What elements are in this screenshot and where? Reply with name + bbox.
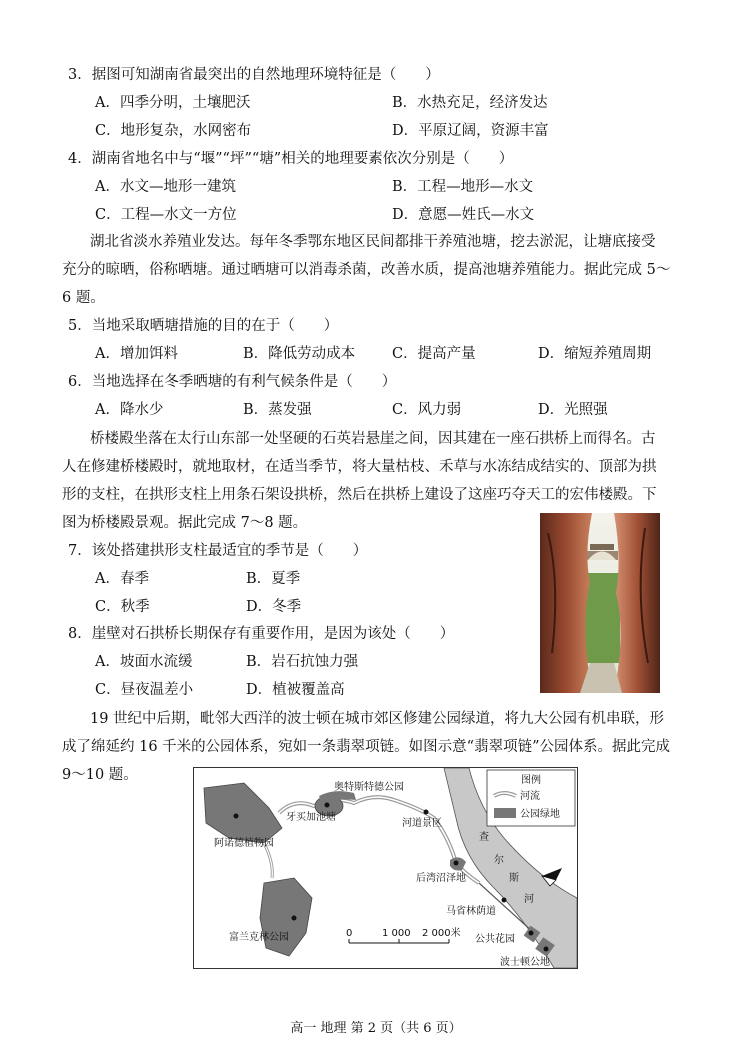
q7-option-c: C．秋季 <box>95 599 150 615</box>
q4-option-a: A．水文—地形一建筑 <box>95 179 236 195</box>
passage-7-8-line-3: 形的支柱，在拱形支柱上用条石架设拱桥，然后在拱桥上建设了这座巧夺天工的宏伟楼殿。下 <box>62 487 657 503</box>
q4-option-b: B．工程—地形—水文 <box>392 179 534 195</box>
label-public-garden: 公共花园 <box>475 934 515 945</box>
q3-option-a: A．四季分明，土壤肥沃 <box>95 95 251 111</box>
passage-5-6-line-2: 充分的晾晒，俗称晒塘。通过晒塘可以消毒杀菌，改善水质，提高池塘养殖能力。据此完成 5～ <box>62 262 671 278</box>
passage-9-10-line-2: 成了绵延约 16 千米的公园体系，宛如一条翡翠项链。如图示意“翡翠项链”公园体系。据此完成 <box>62 739 670 755</box>
q5-option-d: D．缩短养殖周期 <box>538 346 652 362</box>
q8-stem: 8．崖壁对石拱桥长期保存有重要作用，是因为该处（ ） <box>68 626 455 642</box>
svg-text:1 000: 1 000 <box>382 928 411 939</box>
q6-option-b: B．蒸发强 <box>243 402 312 418</box>
label-commonwealth-mall: 马省林荫道 <box>446 906 496 917</box>
passage-9-10-line-1: 19 世纪中后期，毗邻大西洋的波士顿在城市郊区修建公园绿道，将九大公园有机串联，形 <box>90 711 665 727</box>
q3-option-b: B．水热充足，经济发达 <box>392 95 548 111</box>
q6-stem: 6．当地选择在冬季晒塘的有利气候条件是（ ） <box>68 374 397 390</box>
q4-option-c: C．工程—水文一方位 <box>95 207 237 223</box>
q5-option-b: B．降低劳动成本 <box>243 346 356 362</box>
legend-park: 公园绿地 <box>520 809 560 820</box>
passage-5-6-line-1: 湖北省淡水养殖业发达。每年冬季鄂东地区民间都排干养殖池塘，挖去淤泥，让塘底接受 <box>90 234 656 250</box>
q6-option-c: C．风力弱 <box>392 402 462 418</box>
bridge-temple-photo <box>540 513 660 693</box>
passage-7-8-line-4: 图为桥楼殿景观。据此完成 7～8 题。 <box>62 515 308 531</box>
legend-river: 河流 <box>520 791 540 802</box>
label-boston-common: 波士顿公地 <box>500 957 550 968</box>
q6-option-a: A．降水少 <box>95 402 164 418</box>
passage-9-10-line-3: 9～10 题。 <box>62 767 138 783</box>
riverway-stream <box>279 797 479 883</box>
legend-title: 图例 <box>521 775 541 786</box>
q7-option-d: D．冬季 <box>246 599 302 615</box>
q8-option-c: C．昼夜温差小 <box>95 682 194 698</box>
page-footer: 高一 地理 第 2 页（共 6 页） <box>290 1021 462 1036</box>
passage-7-8-line-1: 桥楼殿坐落在太行山东部一处坚硬的石英岩悬崖之间，因其建在一座石拱桥上而得名。古 <box>90 431 656 447</box>
q5-stem: 5．当地采取晒塘措施的目的在于（ ） <box>68 318 339 334</box>
q8-option-b: B．岩石抗蚀力强 <box>246 654 359 670</box>
q5-option-c: C．提高产量 <box>392 346 476 362</box>
franklin-park-area <box>260 878 312 956</box>
label-riverway: 河道景区 <box>402 818 442 829</box>
emerald-necklace-map <box>193 767 578 969</box>
svg-text:0: 0 <box>346 928 353 939</box>
q7-option-b: B．夏季 <box>246 571 301 587</box>
scale-bar <box>346 926 461 943</box>
label-river-char-4: 河 <box>524 894 534 905</box>
passage-7-8-line-2: 人在修建桥楼殿时，就地取材，在适当季节，将大量枯枝、禾草与水冻结成结实的、顶部为拱 <box>62 459 657 475</box>
q3-stem: 3．据图可知湖南省最突出的自然地理环境特征是（ ） <box>68 67 440 83</box>
label-river-char-2: 尔 <box>494 855 504 866</box>
q3-option-c: C．地形复杂，水网密布 <box>95 123 252 139</box>
q7-stem: 7．该处搭建拱形支柱最适宜的季节是（ ） <box>68 543 368 559</box>
label-arnold-arboretum: 阿诺德植物园 <box>214 838 274 849</box>
passage-5-6-line-3: 6 题。 <box>62 290 105 306</box>
q6-option-d: D．光照强 <box>538 402 608 418</box>
legend-park-swatch <box>494 808 516 818</box>
label-river-char-3: 斯 <box>509 873 519 884</box>
q5-option-a: A．增加饵料 <box>95 346 178 362</box>
q4-stem: 4．湖南省地名中与“堰”“坪”“塘”相关的地理要素依次分别是（ ） <box>68 151 514 167</box>
svg-text:2 000米: 2 000米 <box>422 928 461 939</box>
label-river-char-1: 查 <box>479 832 489 843</box>
q7-option-a: A．春季 <box>95 571 149 587</box>
map-legend <box>487 770 575 826</box>
q3-option-d: D．平原辽阔，资源丰富 <box>392 123 549 139</box>
q8-option-d: D．植被覆盖高 <box>246 682 345 698</box>
q8-option-a: A．坡面水流缓 <box>95 654 193 670</box>
label-olmsted-park: 奥特斯特德公园 <box>334 782 404 793</box>
label-jamaica-pond: 牙买加池塘 <box>286 812 336 823</box>
arnold-arboretum-area <box>204 783 282 843</box>
label-franklin-park: 富兰克林公园 <box>229 932 289 943</box>
label-back-bay-fens: 后湾沼泽地 <box>416 873 466 884</box>
q4-option-d: D．意愿—姓氏—水文 <box>392 207 535 223</box>
